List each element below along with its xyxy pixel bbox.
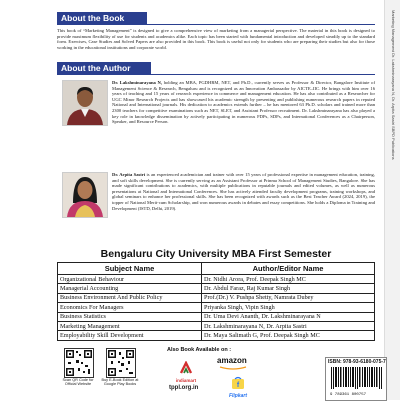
qr-ebook-label: Buy E-Book Edition at Google Play Books [101,378,139,387]
author-photo-lakshminarayana [62,80,108,126]
about-book-heading: About the Book [57,12,147,25]
table-row [58,293,375,302]
subject-cell: Business Statistics [58,312,202,321]
author-cell: Dr. Uma Devi Ananth, Dr. Lakshminarayana N [202,312,375,321]
author2-bio [112,172,375,211]
author1-bio [112,80,375,125]
indiamart-logo-icon [179,361,193,375]
table-header-row [58,263,375,275]
author2-name: Dr. Arpita Sastri [112,172,146,177]
about-author-heading: About the Author [57,62,151,75]
table-row [58,321,375,330]
subject-cell: Employability Skill Development [58,331,202,340]
book-spine [384,0,400,400]
table-row [58,331,375,340]
also-available-label: Also Book Available on : [167,347,232,353]
heading-rule [57,24,375,25]
store-tppl[interactable] [169,385,198,391]
table-header-subject: Subject Name [58,263,202,275]
table-title: Bengaluru City University MBA First Semester [100,248,332,260]
isbn-digits: 9 789361 800757 [330,393,367,397]
about-book-text: This book of “Marketing Management” is designed to give a comprehensive view of marketing from a managerial perspective. The material in this book is designed to provide maximum flexibility of use for students and academics alike. Each topic has been started with fundamental introduction and developed steadily up to the standard form. Exercises, Case Studies and Solved Papers are also provided in this book. This book is useful not only for students who are preparing their studies but also for those working in the educational institutions and corporate world. [57,28,375,50]
indiamart-label: indiamart [175,378,197,383]
isbn-label: ISBN: 978-93-6180-075-7 [328,359,386,365]
amazon-logo-text: amazon [217,356,247,365]
qr-code-ebook[interactable] [106,348,136,378]
store-flipkart[interactable] [225,376,251,399]
subjects-table [57,262,375,341]
author-cell: Dr. Lakshminarayana N, Dr. Arpita Sastri [202,321,375,330]
flipkart-label: Flipkart [228,393,248,399]
barcode-icon [330,367,382,393]
qr-code-website[interactable] [64,348,94,378]
author-photo-sastri [62,172,108,218]
spine-text: Marketing Management Dr. Lakshminarayana N, Dr. Arpita Sastri SBPD Publications [391,10,396,160]
subject-cell: Economics For Managers [58,303,202,312]
table-row [58,303,375,312]
author2-text: is an experienced academician and trainer with over 15 years of professional expertise in management education, training, and soft skills development. She is currently serving as an Assistant Professor at Prinma School of Management Studies, Bangalore. She has made significant contributions to academics, with multiple publications in reputable journals and edited volumes, as well as numerous presentations at National and International Conferences. She has actively attended faculty development programs, training workshops, and global seminars to enhance her professional skills. She has been recognized with awards such as the Best Teacher Award (2024, 2019), the topper of National Merit-cum Scholarship, and won numerous awards in debates and essay competitions. She holds a Diploma in Training and Development (ISTD, Delhi, 2019). [112,172,375,211]
author1-name: Dr. Lakshminarayana N, [112,80,162,85]
qr-website-label: Scan QR Code for Official Website [62,378,94,387]
amazon-smile-icon [219,366,249,370]
author-cell: Dr. Abdul Faraz, Raj Kumar Singh [202,284,375,293]
heading-rule [57,74,375,75]
author-cell: Priyanka Singh, Vipin Singh [202,303,375,312]
tppl-label: tppl.org.in [169,385,199,391]
author-cell: Dr. Nidhi Arora, Prof. Deepak Singh MC [202,275,375,284]
store-amazon[interactable] [217,356,247,365]
flipkart-logo-icon [231,376,245,390]
subject-cell: Managerial Accounting [58,284,202,293]
table-row [58,275,375,284]
author-cell: Dr. Maya Salimath G, Prof. Deepak Singh MC [202,331,375,340]
subject-cell: Organizational Behaviour [58,275,202,284]
subject-cell: Business Environment And Public Policy [58,293,202,302]
store-indiamart[interactable] [169,361,203,383]
author-cell: Prof.(Dr.) V. Pushpa Shetty, Namrata Dubey [202,293,375,302]
subject-cell: Marketing Management [58,321,202,330]
footer [57,345,386,400]
table-row [58,312,375,321]
isbn-barcode-box [325,357,387,401]
svg-text:f: f [236,382,240,389]
table-header-author: Author/Editor Name [202,263,375,275]
table-row [58,284,375,293]
author1-text: holding an MBA, PGDHRM, NET, and Ph.D., currently serves as Professor & Director, Bangalore Institute of Management Science & Research, Bengaluru and is recognized as an Innovation Ambassador by AICTE–IIC. He brings with him over 16 years of teaching and 15 years of research experience in commerce and management education. He has also contributed as a Researcher for UGC Minor Research Projects and has showcased his academic strength by presenting and publishing numerous research papers in reputed National and International journals. His dedication to academics extends further – he has mentored 63 Ph.D. scholars and trained more than 2300 teachers for competitive examinations such as NET, SLET, and Assistant Professor recruitment. Dr. Lakshminarayana has also played a key role in knowledge dissemination by actively participating in numerous FDPs, SDPs, and International Conferences as a Chairperson, Speaker, and Resource Person. [112,80,375,125]
